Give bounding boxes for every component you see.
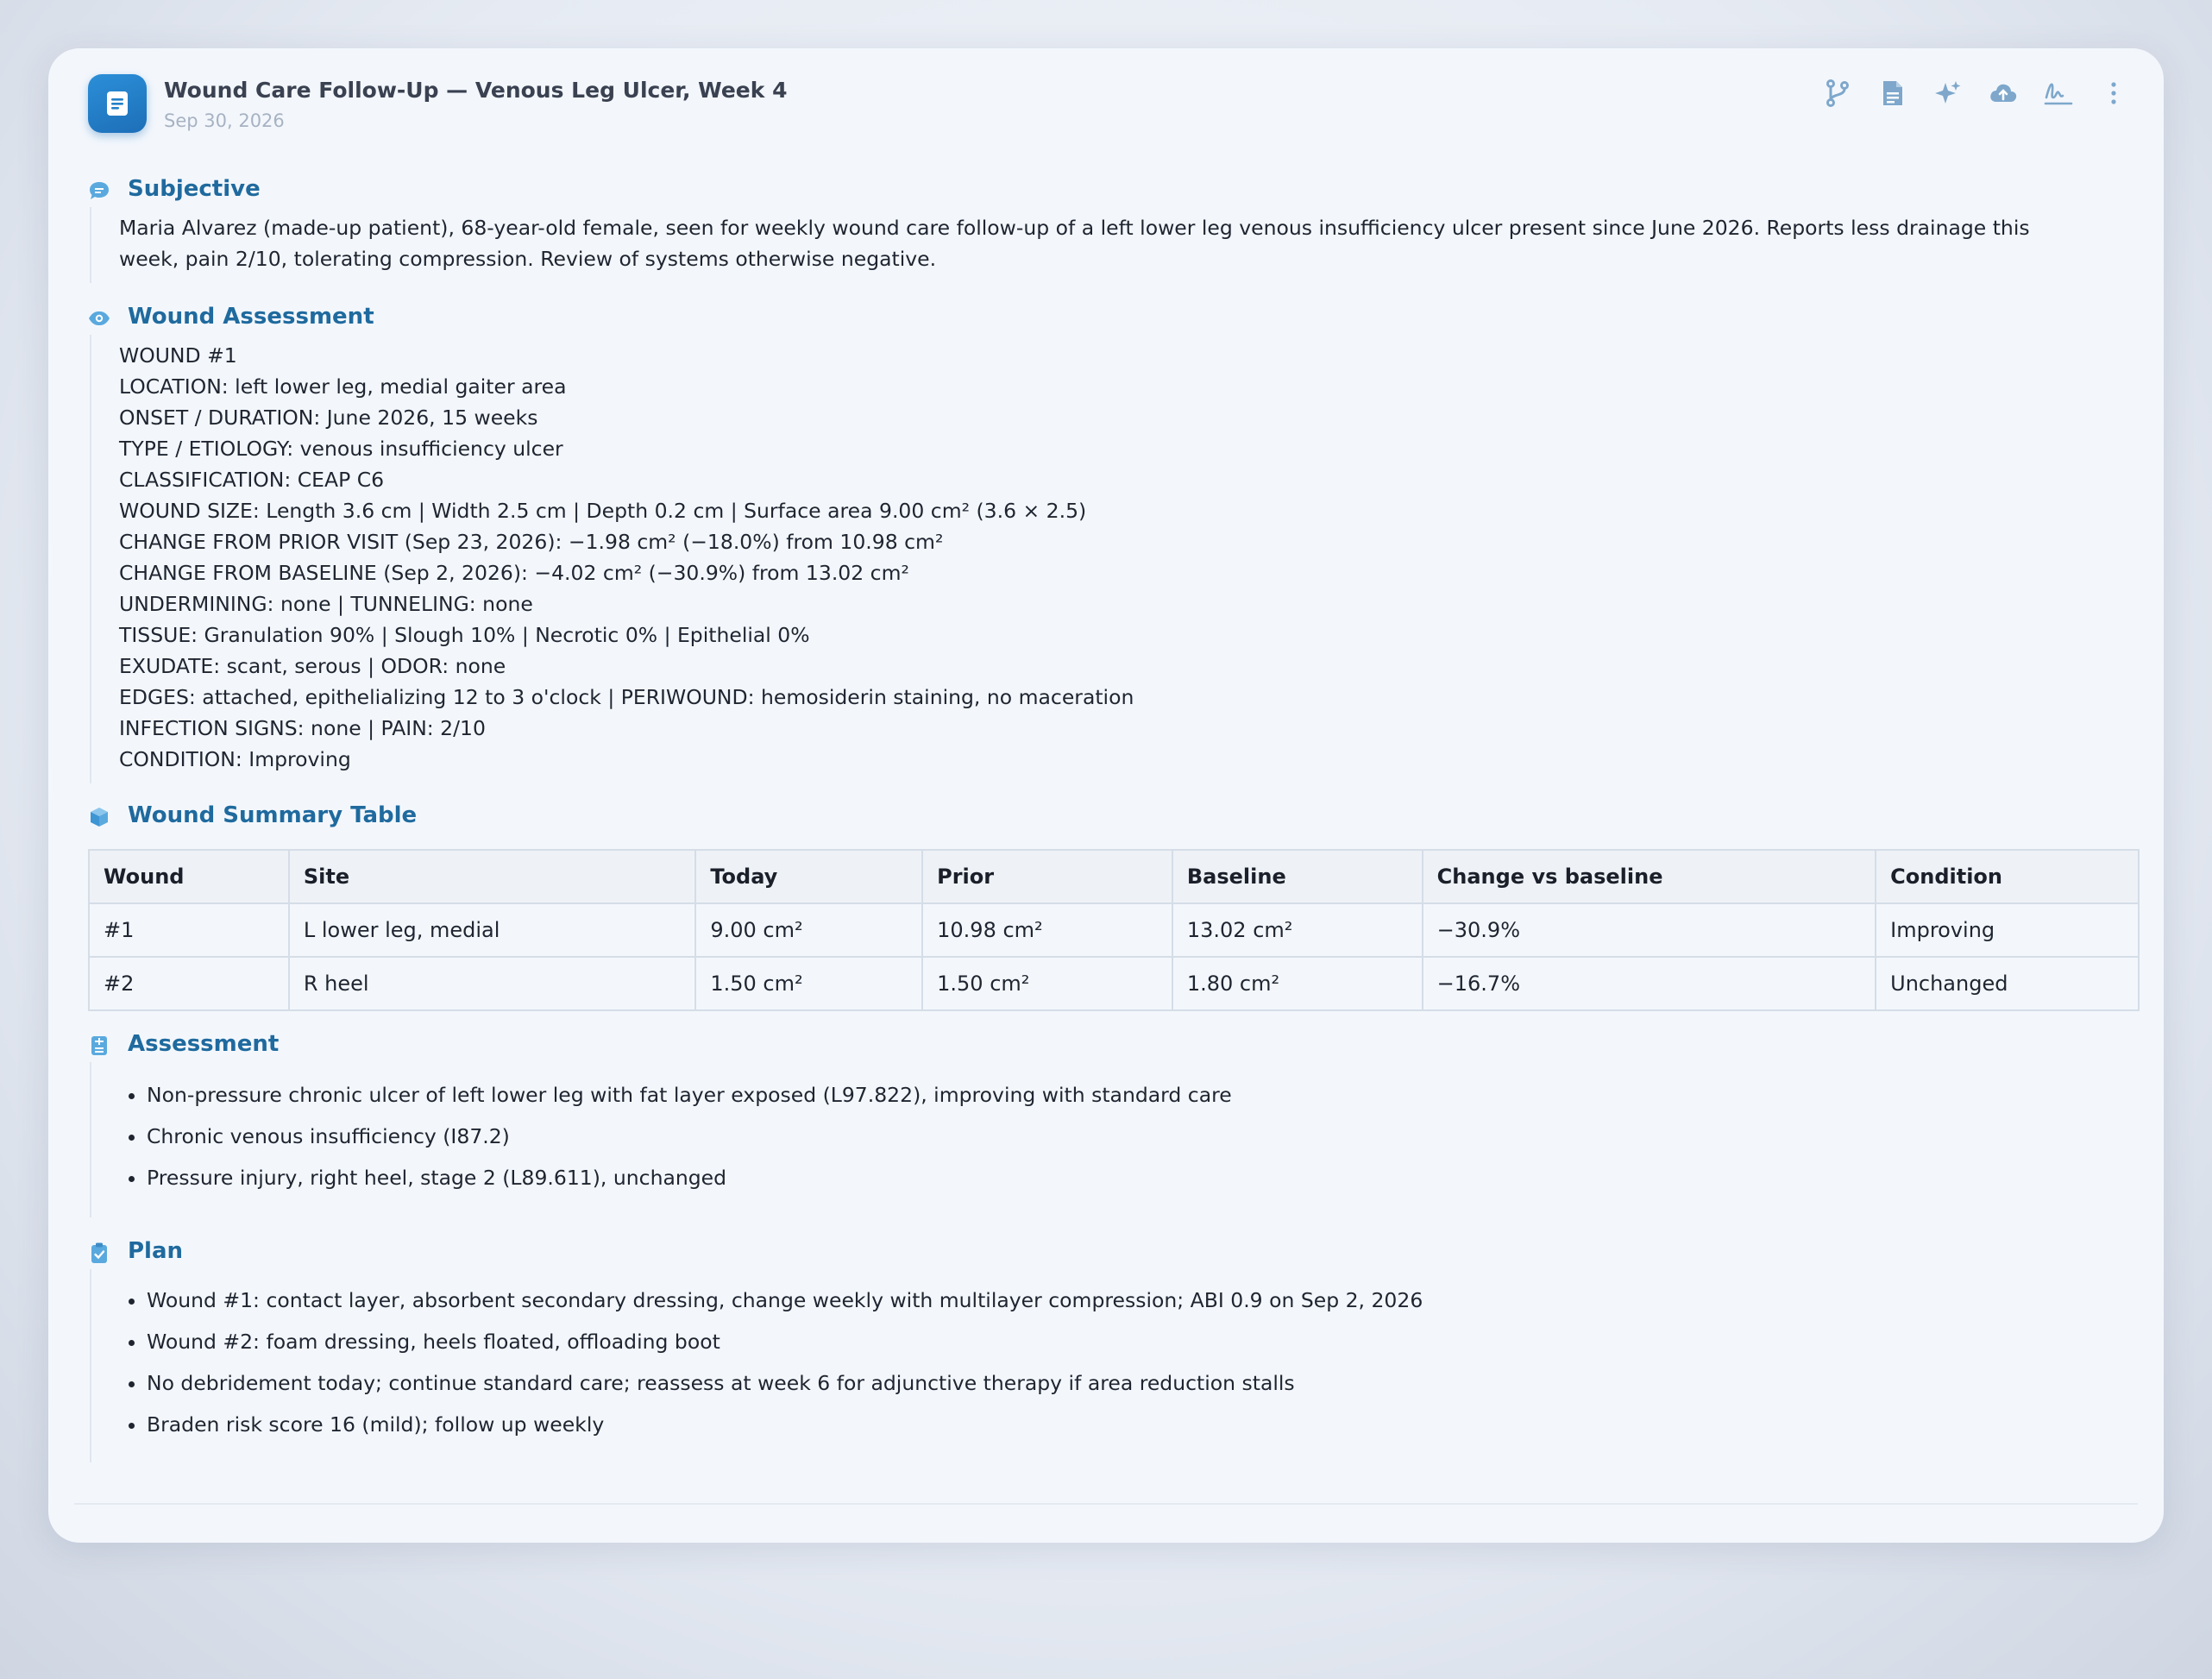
document-icon (88, 74, 147, 133)
note-card (48, 48, 2164, 1543)
wound-assessment-section (88, 300, 2141, 783)
list-item: • Non-pressure chronic ulcer of left lower leg with fat layer exposed (L97.822), improving with standard care (147, 1074, 2141, 1116)
table-cell: Unchanged (1876, 957, 2139, 1010)
table-cell: −16.7% (1423, 957, 1876, 1010)
signature-icon[interactable] (2043, 76, 2074, 110)
table-header-cell: Baseline (1172, 850, 1423, 903)
table-header-cell: Today (695, 850, 922, 903)
table-header-cell: Condition (1876, 850, 2139, 903)
section-title-summary-table: Wound Summary Table (128, 802, 418, 828)
table-header-cell: Change vs baseline (1423, 850, 1876, 903)
assessment-line: TISSUE: Granulation 90% | Slough 10% | Necrotic 0% | Epithelial 0% (119, 623, 810, 647)
wound-summary-table (88, 849, 2140, 1011)
table-cell: Improving (1876, 903, 2139, 957)
table-cell: 1.50 cm² (922, 957, 1172, 1010)
assessment-line: LOCATION: left lower leg, medial gaiter area (119, 374, 567, 399)
section-title-assessment: Assessment (128, 1031, 280, 1057)
more-vertical-icon[interactable] (2098, 76, 2129, 110)
table-header-row (89, 850, 2139, 903)
assessment-line: WOUND #1 (119, 343, 237, 368)
chat-icon (88, 179, 110, 202)
toolbar (1822, 74, 2129, 112)
assessment-line: WOUND SIZE: Length 3.6 cm | Width 2.5 cm | Depth 0.2 cm | Surface area 9.00 cm² (3.6 × 2.5) (119, 499, 1087, 523)
assessment-line: EXUDATE: scant, serous | ODOR: none (119, 654, 506, 678)
list-item: • Braden risk score 16 (mild); follow up weekly (147, 1404, 2141, 1445)
assessment-line: CLASSIFICATION: CEAP C6 (119, 468, 385, 492)
assessment-line: CHANGE FROM BASELINE (Sep 2, 2026): −4.02 cm² (−30.9%) from 13.02 cm² (119, 561, 909, 585)
table-cell: 9.00 cm² (695, 903, 922, 957)
table-row (89, 903, 2139, 957)
note-header (88, 74, 2129, 152)
assessment-line: CONDITION: Improving (119, 747, 351, 771)
table-cell: 1.80 cm² (1172, 957, 1423, 1010)
list-item: • Pressure injury, right heel, stage 2 (L89.611), unchanged (147, 1157, 2141, 1198)
assessment-section (88, 1028, 2141, 1217)
cube-icon (88, 806, 110, 828)
sparkle-icon[interactable] (1932, 76, 1964, 110)
list-item: • Chronic venous insufficiency (I87.2) (147, 1116, 2141, 1157)
branch-icon[interactable] (1822, 76, 1853, 110)
table-header-cell: Site (289, 850, 696, 903)
table-cell: 10.98 cm² (922, 903, 1172, 957)
subjective-text-line: Maria Alvarez (made-up patient), 68-year-old female, seen for weekly wound care follow-up of a left lower leg venous insufficiency ulcer present since June 2026. Reports less drainage this (119, 216, 2030, 240)
table-cell: L lower leg, medial (289, 903, 696, 957)
table-cell: #1 (89, 903, 289, 957)
table-cell: 1.50 cm² (695, 957, 922, 1010)
assessment-line: UNDERMINING: none | TUNNELING: none (119, 592, 533, 616)
table-header-cell: Prior (922, 850, 1172, 903)
assessment-line: TYPE / ETIOLOGY: venous insufficiency ulcer (119, 437, 563, 461)
clipboard-check-icon (88, 1242, 110, 1264)
table-cell: −30.9% (1423, 903, 1876, 957)
section-title-plan: Plan (128, 1238, 184, 1264)
section-title-wound-assessment: Wound Assessment (128, 304, 374, 330)
subjective-text-line: week, pain 2/10, tolerating compression. Review of systems otherwise negative. (119, 247, 937, 271)
assessment-line: INFECTION SIGNS: none | PAIN: 2/10 (119, 716, 486, 740)
assessment-line: ONSET / DURATION: June 2026, 15 weeks (119, 406, 538, 430)
cloud-upload-icon[interactable] (1988, 76, 2019, 110)
assessment-line: EDGES: attached, epithelializing 12 to 3 o'clock | PERIWOUND: hemosiderin staining, no maceration (119, 685, 1134, 709)
table-cell: #2 (89, 957, 289, 1010)
list-item: • Wound #1: contact layer, absorbent secondary dressing, change weekly with multilayer compression; ABI 0.9 on Sep 2, 2026 (147, 1280, 2141, 1321)
calculator-icon (88, 1034, 110, 1057)
assessment-line: CHANGE FROM PRIOR VISIT (Sep 23, 2026): −1.98 cm² (−18.0%) from 10.98 cm² (119, 530, 944, 554)
footer-divider (74, 1503, 2138, 1505)
eye-icon (88, 307, 110, 330)
table-cell: R heel (289, 957, 696, 1010)
list-item: • Wound #2: foam dressing, heels floated, offloading boot (147, 1321, 2141, 1362)
section-title-subjective: Subjective (128, 176, 261, 202)
subjective-section (88, 173, 2141, 283)
table-row (89, 957, 2139, 1010)
table-header-cell: Wound (89, 850, 289, 903)
list-item: • No debridement today; continue standard care; reassess at week 6 for adjunctive therapy if area reduction stalls (147, 1362, 2141, 1404)
plan-section (88, 1235, 2141, 1462)
page-title: Wound Care Follow-Up — Venous Leg Ulcer, Week 4 (164, 78, 788, 103)
table-cell: 13.02 cm² (1172, 903, 1423, 957)
summary-table-section (88, 799, 2141, 833)
file-icon[interactable] (1877, 76, 1908, 110)
note-date: Sep 30, 2026 (164, 110, 285, 131)
